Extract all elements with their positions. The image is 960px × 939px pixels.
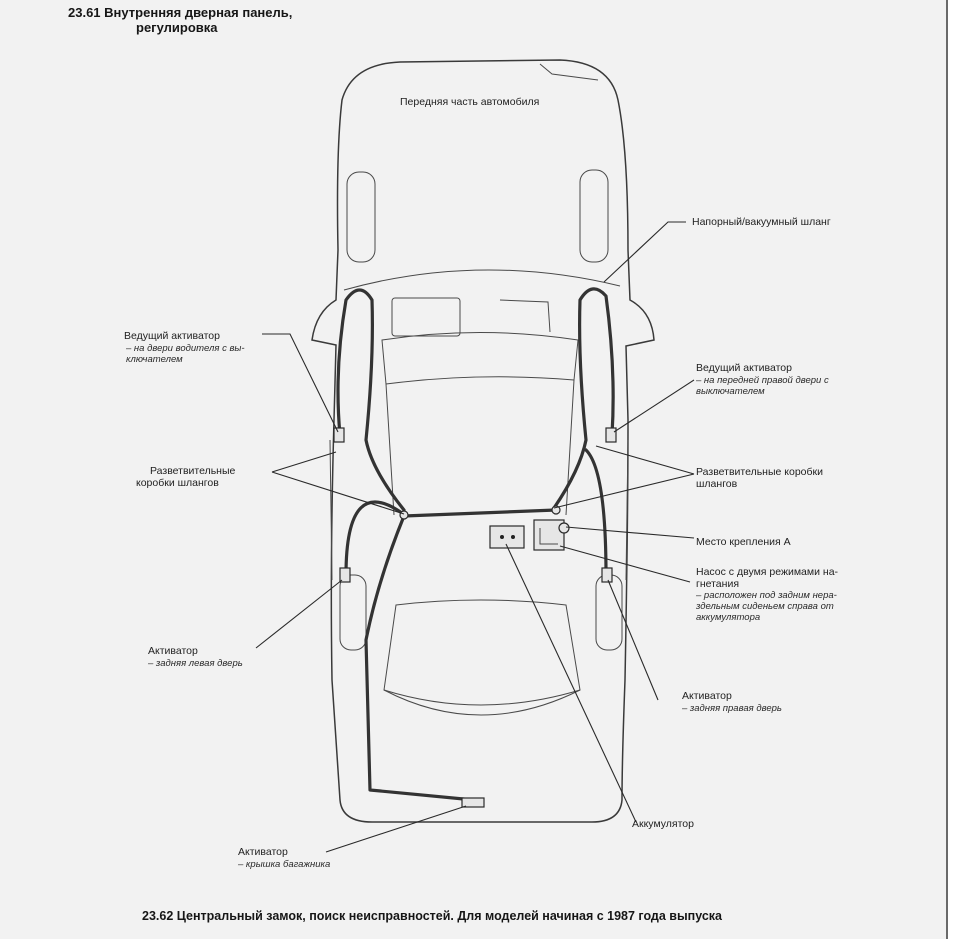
label-pump-5: аккумулятора [696,612,761,623]
label-trunk-actuator-sub: – крышка багажника [238,859,331,870]
section-number: 23.61 [68,5,101,20]
section-title-line1: Внутренняя дверная панель, [104,5,293,20]
label-rear-left-actuator-sub: – задняя левая дверь [148,658,243,669]
label-mount-a: Место крепления А [696,536,791,548]
label-right-main-actuator-sub2: выключателем [696,386,765,397]
label-front-of-car: Передняя часть автомобиля [400,96,540,108]
actuator-front-left [334,428,344,442]
hose-trunk [366,516,474,800]
label-rear-left-actuator: Активатор [148,645,198,657]
label-right-junction-2: шлангов [696,478,738,490]
label-right-junction-1: Разветвительные коробки [696,466,823,478]
label-right-main-actuator-sub1: – на передней правой двери с [696,375,829,386]
figure-caption [142,909,722,923]
label-left-junction-2: коробки шлангов [136,477,219,489]
car-body-outline [312,60,654,822]
label-pump-4: здельным сиденьем справа от [696,601,834,612]
label-pump-2: гнетания [696,578,739,590]
label-rear-right-actuator: Активатор [682,690,732,702]
label-left-main-actuator-sub1: – на двери водителя с вы- [126,343,245,354]
actuator-rear-right [602,568,612,582]
pump-box [534,520,564,550]
label-rear-right-actuator-sub: – задняя правая дверь [682,703,782,714]
label-trunk-actuator: Активатор [238,846,288,858]
label-pump-3: – расположен под задним нера- [696,590,837,601]
label-left-main-actuator: Ведущий активатор [124,330,220,342]
label-left-junction-1: Разветвительные [150,465,236,477]
label-hose: Напорный/вакуумный шланг [692,216,831,228]
label-left-main-actuator-sub2: ключателем [126,354,183,365]
label-pump-1: Насос с двумя режимами на- [696,566,839,578]
actuator-trunk [462,798,484,807]
label-battery: Аккумулятор [632,818,694,830]
figure-caption-number: 23.62 [142,909,174,923]
hose-left-front [338,290,404,510]
hose-crossbar [404,510,556,516]
mount-a-point [559,523,569,533]
hose-left-rear [346,502,406,575]
actuator-front-right [606,428,616,442]
section-title-line2: регулировка [136,20,218,35]
junction-left [400,511,408,519]
label-right-main-actuator: Ведущий активатор [696,362,792,374]
hose-right-front [554,289,613,508]
battery-box [490,526,524,548]
figure-caption-text: Центральный замок, поиск неисправностей. Для моделей начиная с 1987 года выпуска [176,909,722,923]
